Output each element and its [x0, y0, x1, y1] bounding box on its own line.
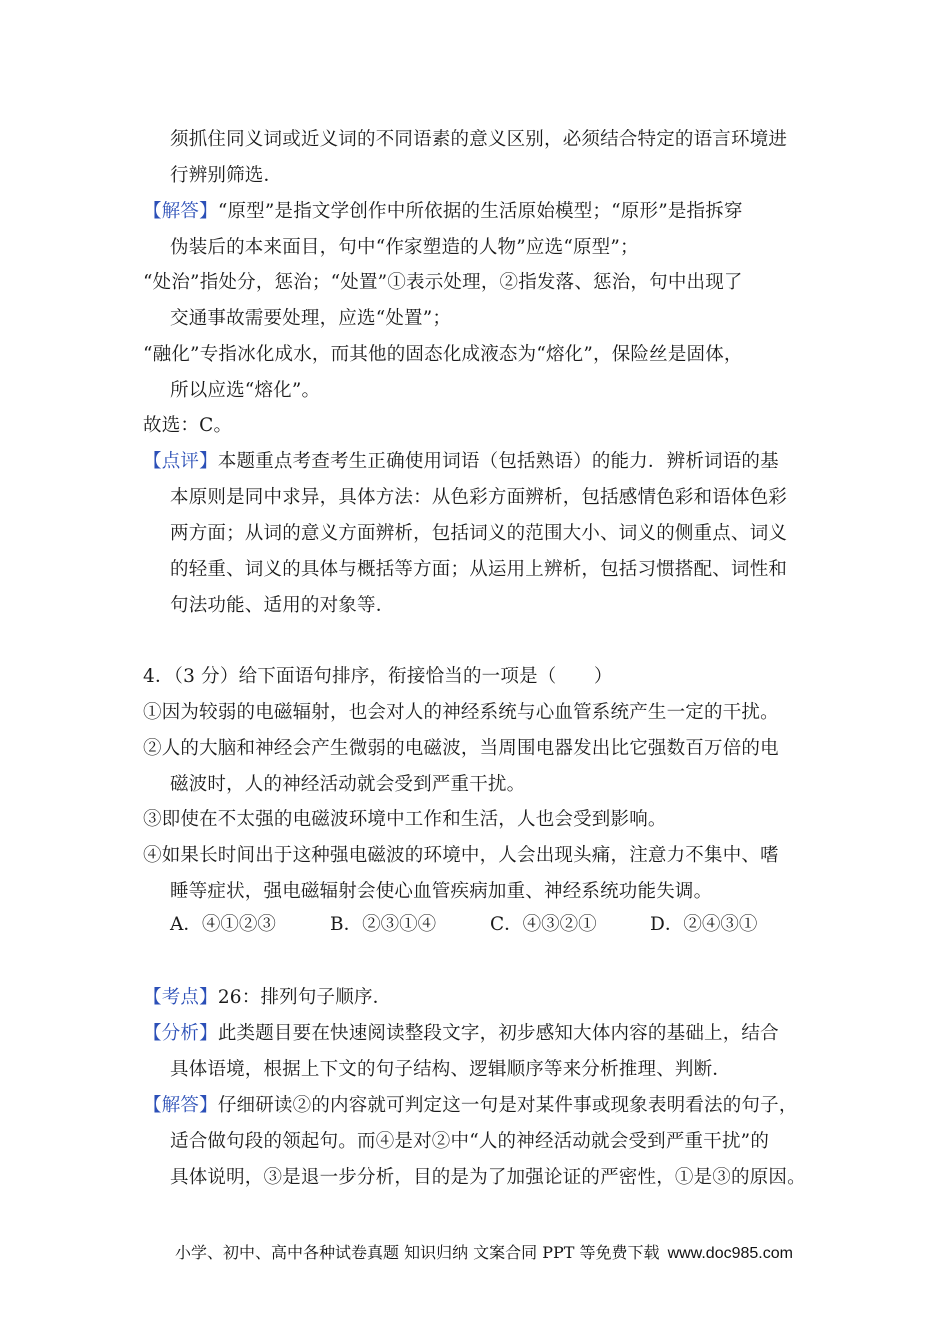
continued-line-2: 行辨别筛选． [170, 165, 283, 186]
answer2-line-2: 适合做句段的领起句。而④是对②中“人的神经活动就会受到严重干扰”的 [170, 1131, 770, 1152]
option-d[interactable]: D．②④③① [650, 914, 758, 935]
answer2-line-3: 具体说明，③是退一步分析，目的是为了加强论证的严密性，①是③的原因。 [170, 1167, 806, 1188]
comment-line-3: 两方面；从词的意义方面辨析，包括词义的范围大小、词义的侧重点、词义 [170, 523, 788, 544]
analysis-tag: 【分析】 [143, 1023, 218, 1044]
sentence-4: ④如果长时间出于这种强电磁波的环境中，人会出现头痛，注意力不集中、嗜 [143, 845, 779, 866]
comment-line-2: 本原则是同中求异，具体方法：从色彩方面辨析，包括感情色彩和语体色彩 [170, 487, 788, 508]
answer-tag: 【解答】 [143, 201, 218, 222]
option-c[interactable]: C．④③②① [490, 914, 597, 935]
question-4-stem: 4．（3 分）给下面语句排序，衔接恰当的一项是（ ） [143, 666, 613, 687]
answer-line-5: “融化”专指冰化成水，而其他的固态化成液态为“熔化”，保险丝是固体， [143, 344, 743, 365]
answer-line-3: “处治”指处分，惩治；“处置”①表示处理，②指发落、惩治，句中出现了 [143, 272, 743, 293]
footer-text: 小学、初中、高中各种试卷真题 知识归纳 文案合同 PPT 等免费下载 [175, 1243, 660, 1262]
option-a[interactable]: A．④①②③ [170, 914, 276, 935]
option-b[interactable]: B．②③①④ [330, 914, 437, 935]
comment-line-5: 句法功能、适用的对象等． [170, 595, 395, 616]
sentence-2-cont: 磁波时，人的神经活动就会受到严重干扰。 [170, 774, 526, 795]
analysis-section [143, 1021, 779, 1047]
key-point-text: 26：排列句子顺序． [217, 987, 392, 1008]
answer-text: “原型”是指文学创作中所依据的生活原始模型；“原形”是指拆穿 [217, 201, 743, 222]
sentence-2: ②人的大脑和神经会产生微弱的电磁波，当周围电器发出比它强数百万倍的电 [143, 738, 779, 759]
answer-line-4: 交通事故需要处理，应选“处置”； [170, 308, 452, 329]
page-footer [175, 1242, 793, 1265]
analysis-text: 此类题目要在快速阅读整段文字，初步感知大体内容的基础上，结合 [217, 1023, 779, 1044]
continued-line-1: 须抓住同义词或近义词的不同语素的意义区别，必须结合特定的语言环境进 [170, 129, 788, 150]
comment-section [143, 449, 779, 475]
footer-link[interactable]: www.doc985.com [667, 1245, 793, 1262]
key-point-tag: 【考点】 [143, 987, 218, 1008]
answer-options [170, 912, 810, 938]
answer-section-1 [143, 199, 743, 225]
comment-text: 本题重点考查考生正确使用词语（包括熟语）的能力．辨析词语的基 [217, 451, 779, 472]
answer-line-2: 伪装后的本来面目，句中“作家塑造的人物”应选“原型”； [170, 237, 639, 258]
sentence-4-cont: 睡等症状，强电磁辐射会使心血管疾病加重、神经系统功能失调。 [170, 881, 713, 902]
answer-line-6: 所以应选“熔化”。 [170, 380, 321, 401]
analysis-line-2: 具体语境，根据上下文的句子结构、逻辑顺序等来分析推理、判断． [170, 1059, 732, 1080]
sentence-3: ③即使在不太强的电磁波环境中工作和生活，人也会受到影响。 [143, 809, 667, 830]
sentence-1: ①因为较弱的电磁辐射，也会对人的神经系统与心血管系统产生一定的干扰。 [143, 702, 779, 723]
key-point-section [143, 985, 391, 1011]
answer-tag-2: 【解答】 [143, 1095, 218, 1116]
comment-tag: 【点评】 [143, 451, 218, 472]
comment-line-4: 的轻重、词义的具体与概括等方面；从运用上辨析，包括习惯搭配、词性和 [170, 559, 788, 580]
answer-text-2: 仔细研读②的内容就可判定这一句是对某件事或现象表明看法的句子， [217, 1095, 798, 1116]
answer-choice: 故选：C。 [143, 415, 233, 436]
answer-section-2 [143, 1093, 798, 1119]
